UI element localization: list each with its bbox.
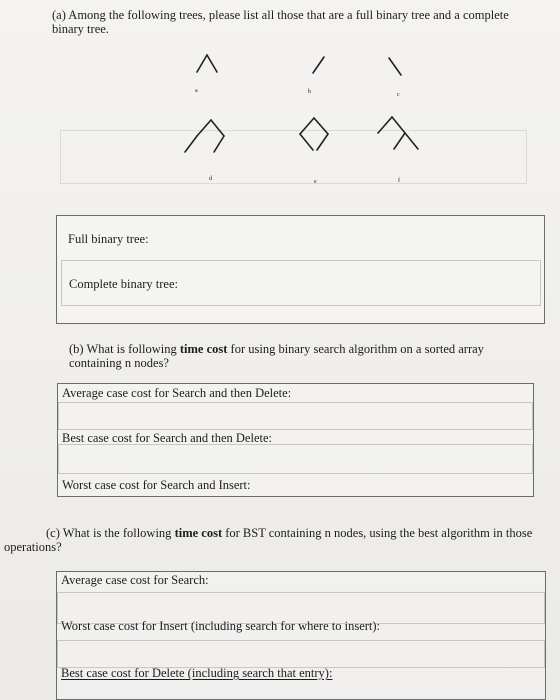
- tree-4-right-edge: [211, 120, 224, 136]
- tree-label-e: e: [314, 179, 317, 185]
- tree-label-c: c: [397, 92, 400, 98]
- tree-4-right-left-edge: [214, 136, 224, 152]
- inner-box-c-2: [57, 640, 545, 668]
- question-b: [69, 342, 529, 370]
- tree-label-a: a: [195, 88, 198, 94]
- tree-6-right-right-edge: [405, 133, 418, 149]
- tree-diagrams: [0, 0, 560, 215]
- tree-label-b: b: [308, 89, 311, 95]
- complete-binary-tree-label: Complete binary tree:: [69, 277, 178, 291]
- tree-6-right-edge: [392, 117, 405, 133]
- b-best-label: Best case cost for Search and then Delete:: [62, 431, 272, 445]
- c-best-label: Best case cost for Delete (including search that entry):: [61, 666, 333, 680]
- tree-6-right-left-edge: [394, 133, 405, 149]
- question-c-pre: (c) What is the following: [46, 526, 175, 540]
- question-b-post: for using binary search algorithm on a sorted array containing n nodes?: [69, 342, 484, 370]
- tree-1-left-edge: [197, 55, 207, 72]
- tree-2-left-edge: [313, 57, 324, 73]
- tree-1-right-edge: [207, 55, 217, 72]
- question-c-bold: time cost: [174, 526, 223, 540]
- question-b-pre: (b) What is following: [69, 342, 180, 356]
- tree-6-left-edge: [378, 117, 392, 133]
- question-a-text: (a) Among the following trees, please list all those that are a full binary tree and a complete binary tree.: [52, 8, 509, 36]
- tree-5-left-edge: [300, 118, 314, 134]
- c-average-label: Average case cost for Search:: [61, 573, 209, 587]
- inner-box-b-2: [58, 444, 533, 474]
- question-b-bold: time cost: [179, 342, 228, 356]
- tree-label-d: d: [209, 176, 212, 182]
- b-average-label: Average case cost for Search and then Delete:: [62, 386, 292, 400]
- tree-label-f: f: [398, 178, 400, 184]
- tree-4-left-edge: [197, 120, 211, 136]
- c-worst-label: Worst case cost for Insert (including search for where to insert):: [61, 619, 381, 633]
- question-c: [4, 526, 534, 554]
- tree-3-right-edge: [389, 58, 401, 75]
- tree-5-left-right-edge: [300, 134, 313, 150]
- full-binary-tree-label: Full binary tree:: [68, 232, 149, 246]
- question-c-post: for BST containing n nodes, using the best algorithm in those operations?: [4, 526, 533, 554]
- tree-5-right-left-edge: [317, 134, 328, 150]
- tree-5-right-edge: [314, 118, 328, 134]
- tree-4-left-left-edge: [185, 136, 197, 152]
- b-worst-label: Worst case cost for Search and Insert:: [62, 478, 251, 492]
- inner-box-b: [58, 402, 533, 430]
